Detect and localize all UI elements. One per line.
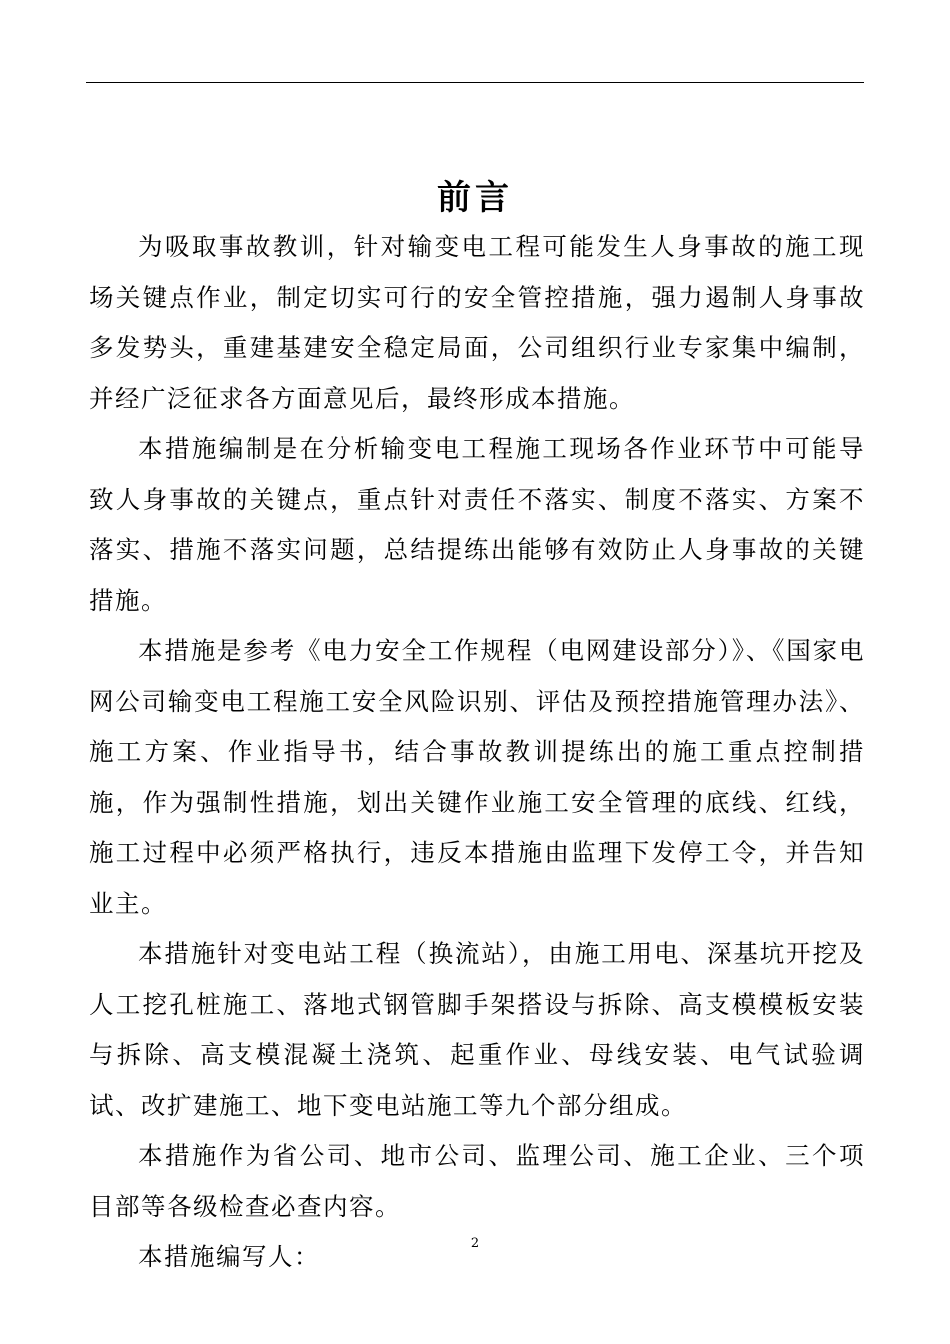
- body-text: [89, 222, 865, 1283]
- paragraph-purpose: 为吸取事故教训，针对输变电工程可能发生人身事故的施工现场关键点作业，制定切实可行的安全管控措施，强力遏制人身事故多发势头，重建基建安全稳定局面，公司组织行业专家集中编制，并经广泛征求各方面意见后，最终形成本措施。: [89, 232, 865, 413]
- paragraph-inspection: 本措施作为省公司、地市公司、监理公司、施工企业、三个项目部等各级检查必查内容。: [89, 1141, 865, 1221]
- paragraph-basis: 本措施编制是在分析输变电工程施工现场各作业环节中可能导致人身事故的关键点，重点针对责任不落实、制度不落实、方案不落实、措施不落实问题，总结提练出能够有效防止人身事故的关键措施。: [89, 434, 865, 615]
- paragraph-references: 本措施是参考《电力安全工作规程（电网建设部分）》、《国家电网公司输变电工程施工安全风险识别、评估及预控措施管理办法》、施工方案、作业指导书，结合事故教训提练出的施工重点控制措施，作为强制性措施，划出关键作业施工安全管理的底线、红线，施工过程中必须严格执行，违反本措施由监理下发停工令，并告知业主。: [89, 636, 865, 918]
- page-number: 2: [470, 1236, 480, 1251]
- paragraph-authors: 本措施编写人：: [138, 1242, 320, 1271]
- page-title: 前言: [437, 178, 513, 218]
- paragraph-scope: 本措施针对变电站工程（换流站），由施工用电、深基坑开挖及人工挖孔桩施工、落地式钢管脚手架搭设与拆除、高支模模板安装与拆除、高支模混凝土浇筑、起重作业、母线安装、电气试验调试、改扩建施工、地下变电站施工等九个部分组成。: [89, 939, 865, 1120]
- header-rule: [86, 82, 864, 83]
